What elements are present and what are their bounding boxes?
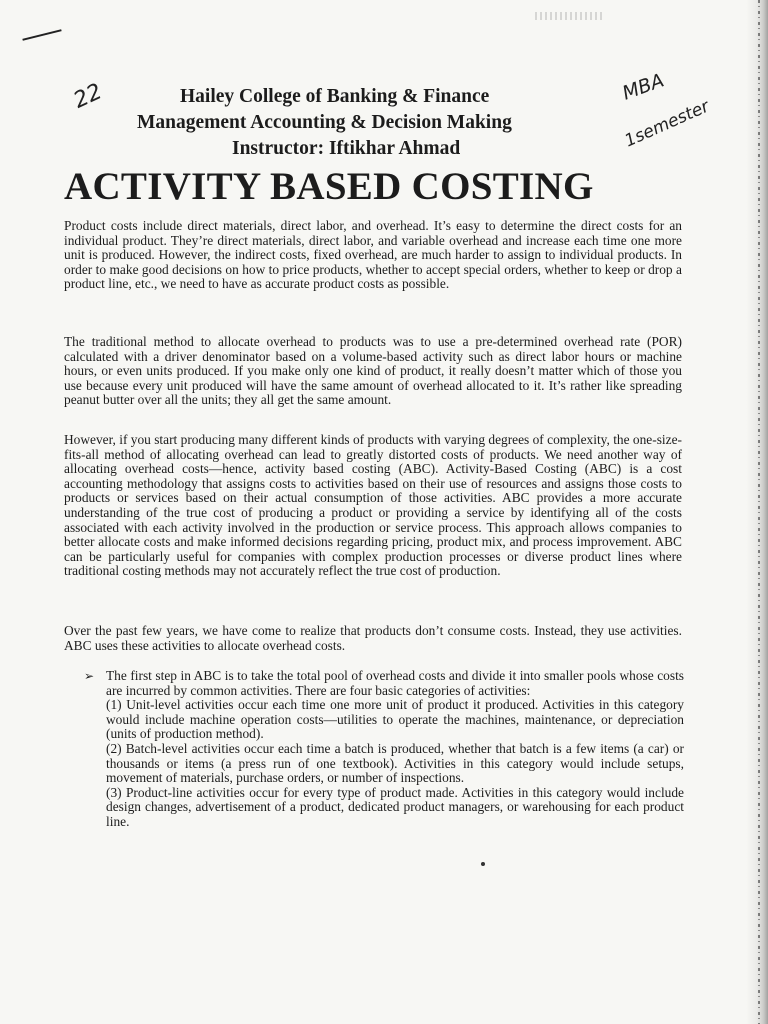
page-edge-shadow	[746, 0, 768, 1024]
college-name: Hailey College of Banking & Finance	[180, 86, 490, 107]
instructor-name: Instructor: Iftikhar Ahmad	[232, 138, 461, 159]
paragraph-traditional-method: The traditional method to allocate overhead to products was to use a pre-determined overhead rate (POR) calculated with a driver denominator based on a volume-based activity such as direct labor hours or machine hours, or even units produced. If you make only one kind of product, it really doesn’t matter which of those you use because every unit produced will have the same amount of overhead allocated to it. It’s rather like spreading peanut butter over all the units; they all get the same amount.	[64, 334, 682, 408]
handwritten-number: 22	[70, 79, 106, 114]
paragraph-product-costs: Product costs include direct materials, direct labor, and overhead. It’s easy to determine the direct costs for an individual product. They’re direct materials, direct labor, and variable overhead and increase each time one more unit is produced. However, the indirect costs, fixed overhead, are much harder to assign to individual products. In order to make good decisions on how to price products, whether to accept special orders, whether to keep or drop a product line, etc., we need to have as accurate product costs as possible.	[64, 218, 682, 292]
abc-steps-list	[84, 669, 684, 830]
course-name: Management Accounting & Decision Making	[137, 112, 512, 133]
page-edge-binding	[758, 0, 760, 1024]
stray-dot	[481, 862, 485, 866]
step-item-unit-level: (1) Unit-level activities occur each time one more unit of product it produced. Activities in this category would include machine operation costs—utilities to operate the machines, maintenance, or depreciation (units of production method).	[106, 697, 684, 742]
arrow-bullet-icon: ➢	[84, 669, 95, 683]
step-body	[106, 669, 684, 830]
list-item	[84, 669, 684, 830]
pen-mark	[22, 29, 61, 41]
step-item-product-line: (3) Product-line activities occur for every type of product made. Activities in this category would include design changes, advertisement of a product, dedicated product managers, or warehousing for each product line.	[106, 784, 684, 829]
handwritten-program: MBA	[619, 69, 667, 105]
step-intro: The first step in ABC is to take the total pool of overhead costs and divide it into smaller pools whose costs are incurred by common activities. There are four basic categories of activities:	[106, 668, 684, 698]
document-title: ACTIVITY BASED COSTING	[64, 165, 594, 208]
handwritten-semester: 1semester	[621, 96, 713, 152]
scan-speckle	[535, 12, 605, 20]
step-item-batch-level: (2) Batch-level activities occur each time a batch is produced, whether that batch is a few items (a car) or thousands or items (a press run of one textbook). Activities in this category would include setups, movement of materials, purchase orders, or number of inspections.	[106, 740, 684, 786]
paragraph-activities: Over the past few years, we have come to realize that products don’t consume costs. Instead, they use activities. ABC uses these activities to allocate overhead costs.	[64, 623, 682, 653]
paragraph-abc-definition: However, if you start producing many different kinds of products with varying degrees of complexity, the one-size-fits-all method of allocating overhead can lead to greatly distorted costs of products. We need another way of allocating overhead costs—hence, activity based costing (ABC). Activity-Based Costing (ABC) is a cost accounting methodology that assigns costs to activities based on their use of resources and assigns those costs to products or services based on their actual consumption of those activities. ABC provides a more accurate understanding of the true cost of producing a product or providing a service by identifying all of the costs associated with each activity involved in the production or service process. This approach allows companies to better allocate costs and make informed decisions regarding pricing, product mix, and process improvement. ABC can be particularly useful for companies with complex production processes or diverse product lines where traditional costing methods may not accurately reflect the true cost of production.	[64, 432, 682, 579]
